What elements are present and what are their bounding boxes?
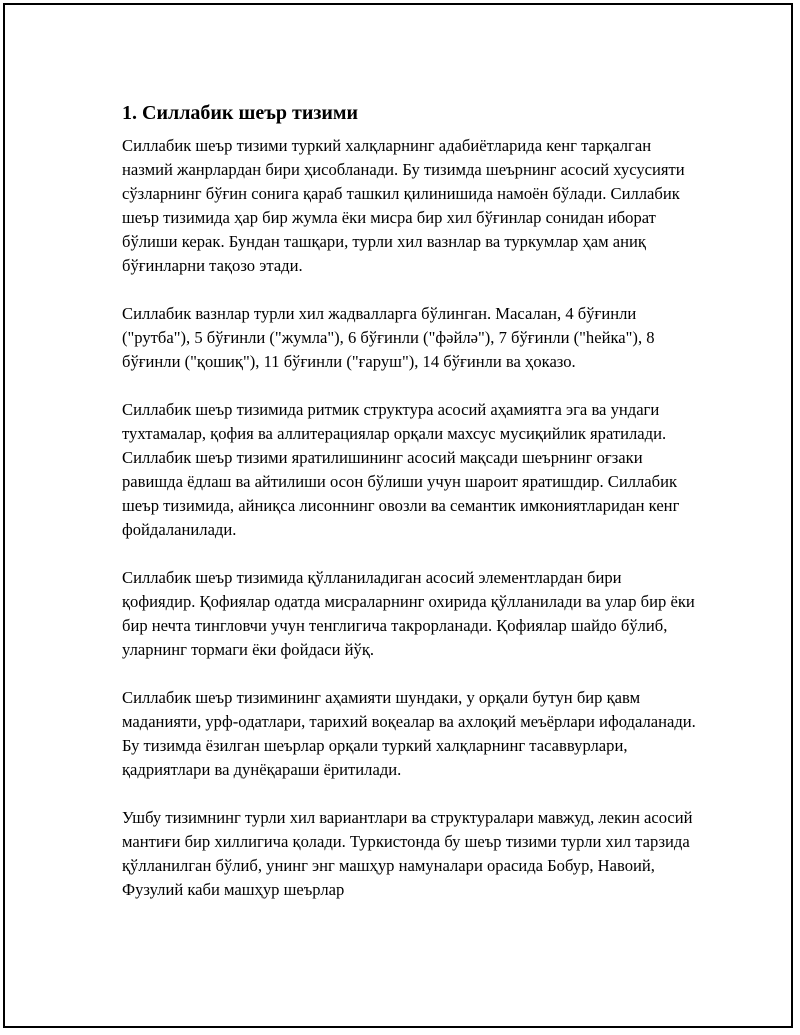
document-content bbox=[122, 100, 697, 926]
document-page bbox=[3, 3, 793, 1028]
paragraph: Силлабик шеър тизимида қўлланиладиган асосий элементлардан бири қофиядир. Қофиялар одатда мисраларнинг охирида қўлланилади ва улар бир ёки бир нечта тингловчи учун тенглигича такрорланади. Қофиялар шайдо бўлиб, уларнинг тормаги ёки фойдаси йўқ. bbox=[122, 568, 695, 659]
section-heading: 1. Силлабик шеър тизими bbox=[122, 102, 359, 124]
paragraph: Силлабик шеър тизимида ритмик структура асосий аҳамиятга эга ва ундаги тухтамалар, қофия ва аллитерациялар орқали махсус мусиқийлик яратилади. Силлабик шеър тизими яратилишининг асосий мақсади шеърнинг оғзаки равишда ёдлаш ва айтилиши осон бўлиши учун шароит яратишдир. Силлабик шеър тизимида, айниқса лисоннинг овозли ва семантик имкониятларидан кенг фойдаланилади. bbox=[122, 400, 680, 539]
paragraph: Ушбу тизимнинг турли хил вариантлари ва структуралари мавжуд, лекин асосий мантиғи бир хиллигича қолади. Туркистонда бу шеър тизими турли хил тарзида қўлланилган бўлиб, унинг энг машҳур намуналари орасида Бобур, Навоий, Фузулий каби машҳур шеърлар bbox=[122, 808, 693, 899]
paragraph: Силлабик вазнлар турли хил жадвалларга бўлинган. Масалан, 4 бўғинли ("рутба"), 5 бўғинли ("жумла"), 6 бўғинли ("фәйлә"), 7 бўғинли ("һейка"), 8 бўғинли ("қошиқ"), 11 бўғинли ("ғаруш"), 14 бўғинли ва ҳоказо. bbox=[122, 304, 655, 371]
paragraph: Силлабик шеър тизими туркий халқларнинг адабиётларида кенг тарқалган назмий жанрлардан бири ҳисобланади. Бу тизимда шеърнинг асосий хусусияти сўзларнинг бўғин сонига қараб ташкил қилинишида намоён бўлади. Силлабик шеър тизимида ҳар бир жумла ёки мисра бир хил бўғинлар сонидан иборат бўлиши керак. Бундан ташқари, турли хил вазнлар ва туркумлар ҳам аниқ бўғинларни тақозо этади. bbox=[122, 136, 685, 275]
paragraph: Силлабик шеър тизимининг аҳамияти шундаки, у орқали бутун бир қавм маданияти, урф-одатлари, тарихий воқеалар ва ахлоқий меъёрлари ифодаланади. Бу тизимда ёзилган шеърлар орқали туркий халқларнинг тасаввурлари, қадриятлари ва дунёқараши ёритилади. bbox=[122, 688, 696, 779]
